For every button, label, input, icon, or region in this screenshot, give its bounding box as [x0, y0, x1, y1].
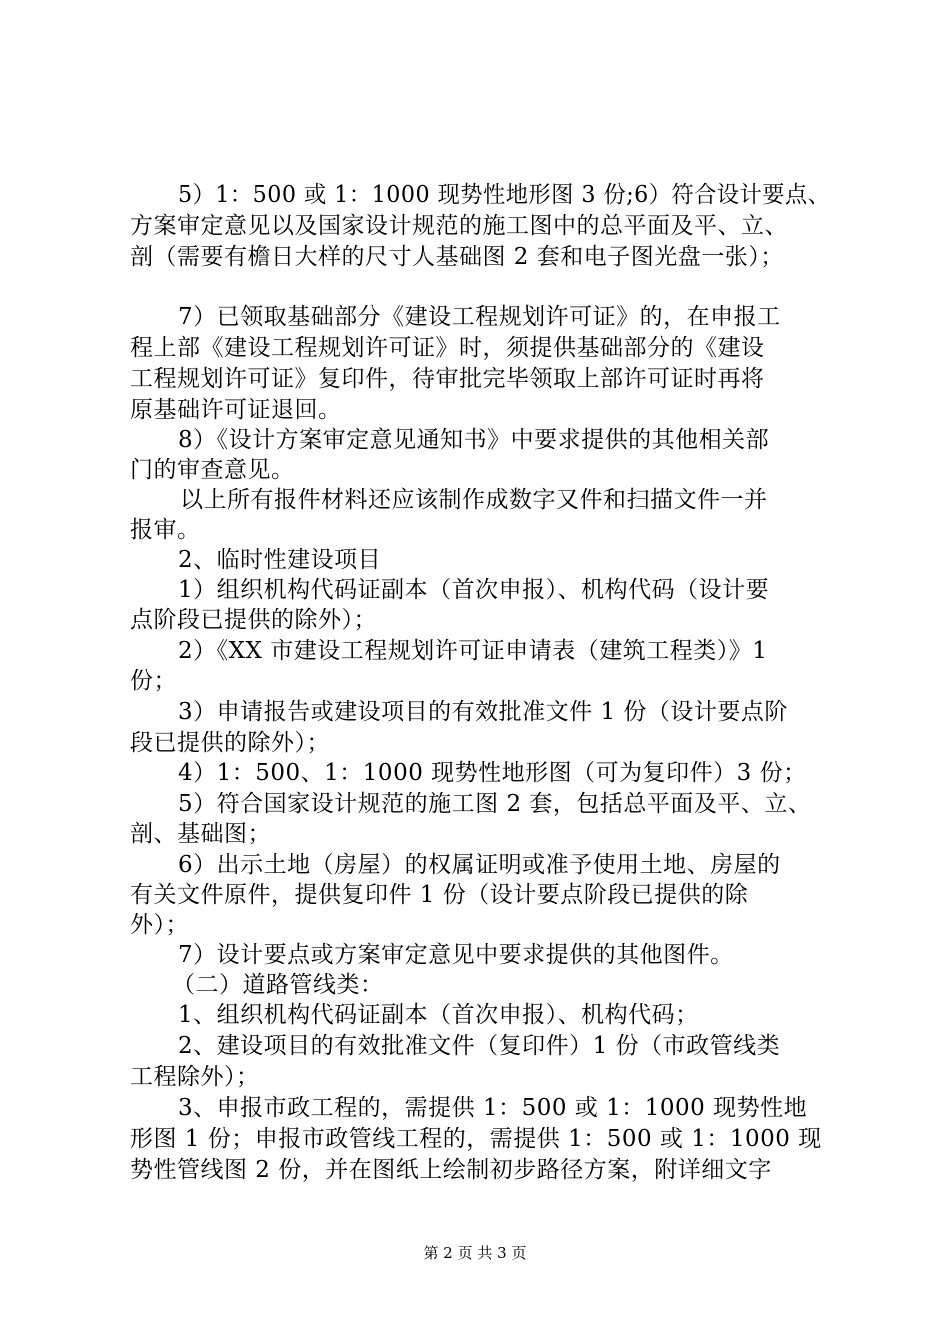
- section-heading: 2、临时性建设项目: [178, 547, 382, 573]
- text-line: 5）1：500 或 1：1000 现势性地形图 3 份;6）符合设计要点、: [178, 182, 831, 208]
- text-line: 剖、基础图；: [130, 821, 271, 847]
- text-line: 5）符合国家设计规范的施工图 2 套，包括总平面及平、立、: [178, 791, 812, 817]
- text-line: 6）出示土地（房屋）的权属证明或准予使用土地、房屋的: [178, 852, 781, 878]
- text-line: 3）申请报告或建设项目的有效批准文件 1 份（设计要点阶: [178, 699, 788, 725]
- text-line: 有关文件原件，提供复印件 1 份（设计要点阶段已提供的除: [130, 882, 749, 908]
- text-line: 形图 1 份；申报市政管线工程的，需提供 1：500 或 1：1000 现: [130, 1126, 822, 1152]
- text-line: 门的审查意见。: [130, 457, 295, 483]
- text-line: 1）组织机构代码证副本（首次申报）、机构代码（设计要: [178, 577, 770, 603]
- text-line: 8）《设计方案审定意见通知书》中要求提供的其他相关部: [178, 427, 770, 453]
- text-line: 报审。: [130, 517, 201, 543]
- text-line: 外）；: [130, 912, 189, 938]
- text-line: 7）设计要点或方案审定意见中要求提供的其他图件。: [178, 942, 734, 968]
- text-line: 段已提供的除外）；: [130, 730, 330, 756]
- page-footer: 第 2 页 共 3 页: [423, 1244, 527, 1262]
- text-line: 份；: [130, 668, 177, 694]
- text-line: 3、申报市政工程的，需提供 1：500 或 1：1000 现势性地: [178, 1095, 808, 1121]
- text-line: 工程除外）；: [130, 1064, 260, 1090]
- text-line: 2）《XX 市建设工程规划许可证申请表（建筑工程类）》1: [178, 638, 768, 664]
- text-line: 点阶段已提供的除外）；: [130, 607, 377, 633]
- text-line: 剖（需要有檐日大样的尺寸人基础图 2 套和电子图光盘一张）；: [130, 244, 784, 270]
- text-line: 势性管线图 2 份，并在图纸上绘制初步路径方案，附详细文字: [130, 1157, 772, 1183]
- text-line: 方案审定意见以及国家设计规范的施工图中的总平面及平、立、: [130, 213, 788, 239]
- text-line: 以上所有报件材料还应该制作成数字又件和扫描文件一并: [180, 487, 768, 513]
- text-line: 原基础许可证退回。: [130, 397, 342, 423]
- text-line: 4）1：500、1：1000 现势性地形图（可为复印件）3 份；: [178, 760, 807, 786]
- section-heading: （二）道路管线类：: [172, 972, 384, 998]
- text-line: 7）已领取基础部分《建设工程规划许可证》的，在申报工: [178, 304, 781, 330]
- text-line: 程上部《建设工程规划许可证》时，须提供基础部分的《建设: [130, 335, 765, 361]
- text-line: 1、组织机构代码证副本（首次申报）、机构代码；: [178, 1002, 699, 1028]
- text-line: 2、建设项目的有效批准文件（复印件）1 份（市政管线类: [178, 1033, 781, 1059]
- text-line: 工程规划许可证》复印件，待审批完毕领取上部许可证时再将: [130, 366, 765, 392]
